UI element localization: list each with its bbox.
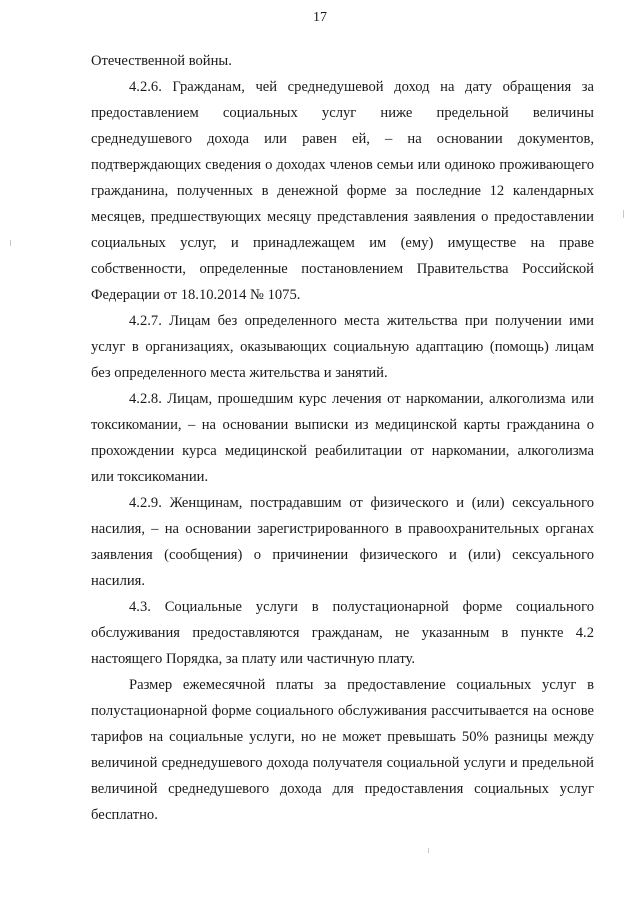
paragraph-4-2-9: 4.2.9. Женщинам, пострадавшим от физического и (или) сексуального насилия, – на основании зарегистрированного в правоохранительных органах заявления (сообщения) о причинении физического и (или) сексуального насилия. — [91, 495, 594, 589]
document-body — [91, 48, 594, 828]
paragraph-4-2-6: 4.2.6. Гражданам, чей среднедушевой доход на дату обращения за предоставлением социальных услуг ниже предельной величины среднедушевого дохода или равен ей, – на основании документов, подтверждающих сведения о доходах членов семьи или одиноко проживающего гражданина, полученных в денежной форме за последние 12 календарных месяцев, предшествующих месяцу представления заявления о предоставлении социальных услуг, и принадлежащем им (ему) имуществе на праве собственности, определенные постановлением Правительства Российской Федерации от 18.10.2014 № 1075. — [91, 79, 594, 303]
paragraph-payment-size: Размер ежемесячной платы за предоставление социальных услуг в полустационарной форме социального обслуживания рассчитывается на основе тарифов на социальные услуги, но не может превышать 50% разницы между величиной среднедушевого дохода получателя социальной услуги и предельной величиной среднедушевого дохода для предоставления социальных услуг бесплатно. — [91, 677, 594, 823]
paragraph-continuation: Отечественной войны. — [91, 53, 232, 69]
scan-artifact — [10, 240, 11, 246]
paragraph-4-2-7: 4.2.7. Лицам без определенного места жительства при получении ими услуг в организациях, оказывающих социальную адаптацию (помощь) лицам без определенного места жительства и занятий. — [91, 313, 594, 381]
paragraph-4-3: 4.3. Социальные услуги в полустационарной форме социального обслуживания предоставляются гражданам, не указанным в пункте 4.2 настоящего Порядка, за плату или частичную плату. — [91, 599, 594, 667]
page-number: 17 — [313, 10, 327, 25]
scan-artifact — [428, 848, 429, 853]
paragraph-4-2-8: 4.2.8. Лицам, прошедшим курс лечения от наркомании, алкоголизма или токсикомании, – на основании выписки из медицинской карты гражданина о прохождении курса медицинской реабилитации от наркомании, алкоголизма или токсикомании. — [91, 391, 594, 485]
scan-artifact — [623, 210, 624, 218]
